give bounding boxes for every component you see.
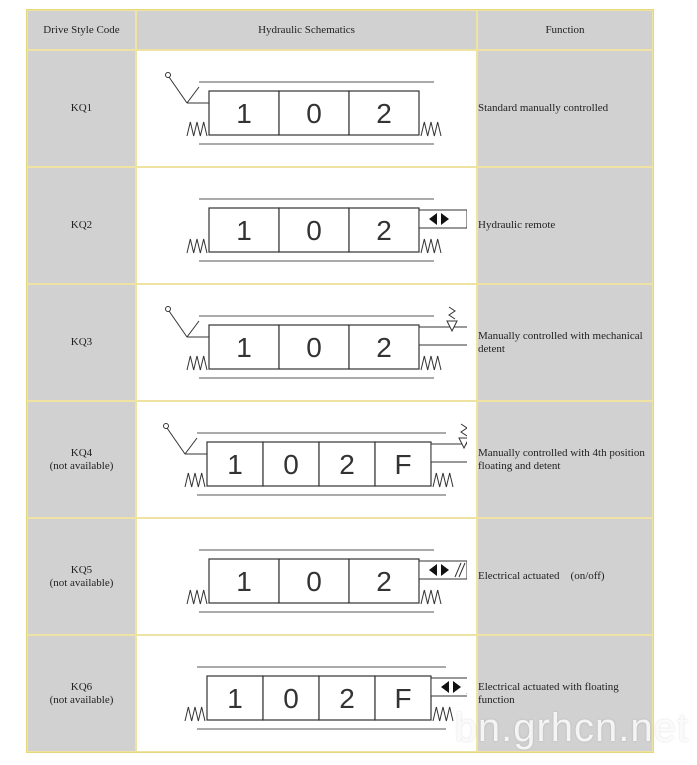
right-spring-icon bbox=[433, 473, 453, 487]
valve-position-label: 1 bbox=[226, 448, 243, 480]
availability-note: (not available) bbox=[49, 693, 114, 706]
drive-style-code-cell bbox=[27, 284, 136, 401]
valve-position-label: 2 bbox=[338, 448, 355, 480]
valve-position-label: F bbox=[393, 448, 412, 480]
valve-schematic bbox=[147, 527, 467, 627]
function-description: Hydraulic remote bbox=[477, 167, 653, 284]
valve-position-label: 1 bbox=[235, 565, 252, 597]
detent-icon bbox=[431, 424, 467, 462]
left-spring-icon bbox=[185, 707, 205, 721]
valve-schematic bbox=[147, 59, 467, 159]
left-spring-icon bbox=[185, 473, 205, 487]
table-row bbox=[27, 284, 653, 401]
right-spring-icon bbox=[433, 707, 453, 721]
valve-position-label: 2 bbox=[375, 97, 392, 129]
table-row bbox=[27, 401, 653, 518]
valve-position-label: 1 bbox=[235, 97, 252, 129]
right-spring-icon bbox=[421, 239, 441, 253]
drive-style-code: KQ6 bbox=[70, 680, 93, 693]
valve-schematic bbox=[147, 293, 467, 393]
drive-style-code: KQ2 bbox=[70, 219, 93, 231]
drive-style-table bbox=[26, 9, 654, 753]
valve-position-label: 2 bbox=[375, 331, 392, 363]
valve-position-label: 2 bbox=[375, 214, 392, 246]
right-spring-icon bbox=[421, 590, 441, 604]
drive-style-code-cell bbox=[27, 635, 136, 752]
left-spring-icon bbox=[187, 356, 207, 370]
table-row bbox=[27, 50, 653, 167]
availability-note: (not available) bbox=[49, 459, 114, 472]
solenoid-icon bbox=[419, 561, 467, 579]
drive-style-code-cell bbox=[27, 518, 136, 635]
valve-position-label: 1 bbox=[235, 331, 252, 363]
table-header-row bbox=[27, 10, 653, 50]
header-hydraulic-schematics: Hydraulic Schematics bbox=[136, 10, 477, 50]
function-description: Manually controlled with mechanical detent bbox=[477, 284, 653, 401]
drive-style-code: KQ4 bbox=[70, 446, 93, 459]
function-description: Electrical actuated with floating function bbox=[477, 635, 653, 752]
valve-position-label: 0 bbox=[305, 97, 322, 129]
right-spring-icon bbox=[421, 122, 441, 136]
left-spring-icon bbox=[187, 122, 207, 136]
drive-style-code: KQ5 bbox=[70, 563, 93, 576]
hydraulic-schematic-cell bbox=[136, 167, 477, 284]
header-function: Function bbox=[477, 10, 653, 50]
valve-position-label: 1 bbox=[235, 214, 252, 246]
watermark: bn.grhcn.net bbox=[454, 706, 689, 750]
valve-position-label: 0 bbox=[282, 682, 299, 714]
table-row bbox=[27, 518, 653, 635]
valve-schematic bbox=[147, 410, 467, 510]
hydraulic-pilot-icon bbox=[419, 210, 467, 228]
manual-lever-icon bbox=[165, 72, 209, 103]
valve-position-label: 0 bbox=[305, 214, 322, 246]
drive-style-code-cell bbox=[27, 167, 136, 284]
valve-schematic bbox=[147, 176, 467, 276]
table-row bbox=[27, 167, 653, 284]
drive-style-code-cell bbox=[27, 50, 136, 167]
detent-icon bbox=[419, 307, 467, 345]
availability-note: (not available) bbox=[49, 576, 114, 589]
valve-position-label: 0 bbox=[305, 565, 322, 597]
solenoid-icon bbox=[431, 678, 467, 696]
function-description: Manually controlled with 4th position floating and detent bbox=[477, 401, 653, 518]
valve-position-label: F bbox=[393, 682, 412, 714]
hydraulic-schematic-cell bbox=[136, 401, 477, 518]
valve-position-label: 1 bbox=[226, 682, 243, 714]
drive-style-code-cell bbox=[27, 401, 136, 518]
hydraulic-schematic-cell bbox=[136, 50, 477, 167]
manual-lever-icon bbox=[165, 306, 209, 337]
valve-position-label: 0 bbox=[305, 331, 322, 363]
right-spring-icon bbox=[421, 356, 441, 370]
left-spring-icon bbox=[187, 239, 207, 253]
left-spring-icon bbox=[187, 590, 207, 604]
drive-style-code: KQ3 bbox=[70, 336, 93, 348]
valve-position-label: 2 bbox=[375, 565, 392, 597]
valve-position-label: 2 bbox=[338, 682, 355, 714]
valve-schematic bbox=[147, 644, 467, 744]
header-drive-style-code: Drive Style Code bbox=[27, 10, 136, 50]
hydraulic-schematic-cell bbox=[136, 518, 477, 635]
manual-lever-icon bbox=[163, 423, 207, 454]
function-description: Standard manually controlled bbox=[477, 50, 653, 167]
drive-style-code: KQ1 bbox=[70, 102, 93, 114]
function-description: Electrical actuated (on/off) bbox=[477, 518, 653, 635]
table-row bbox=[27, 635, 653, 752]
hydraulic-schematic-cell bbox=[136, 284, 477, 401]
valve-position-label: 0 bbox=[282, 448, 299, 480]
hydraulic-schematic-cell bbox=[136, 635, 477, 752]
